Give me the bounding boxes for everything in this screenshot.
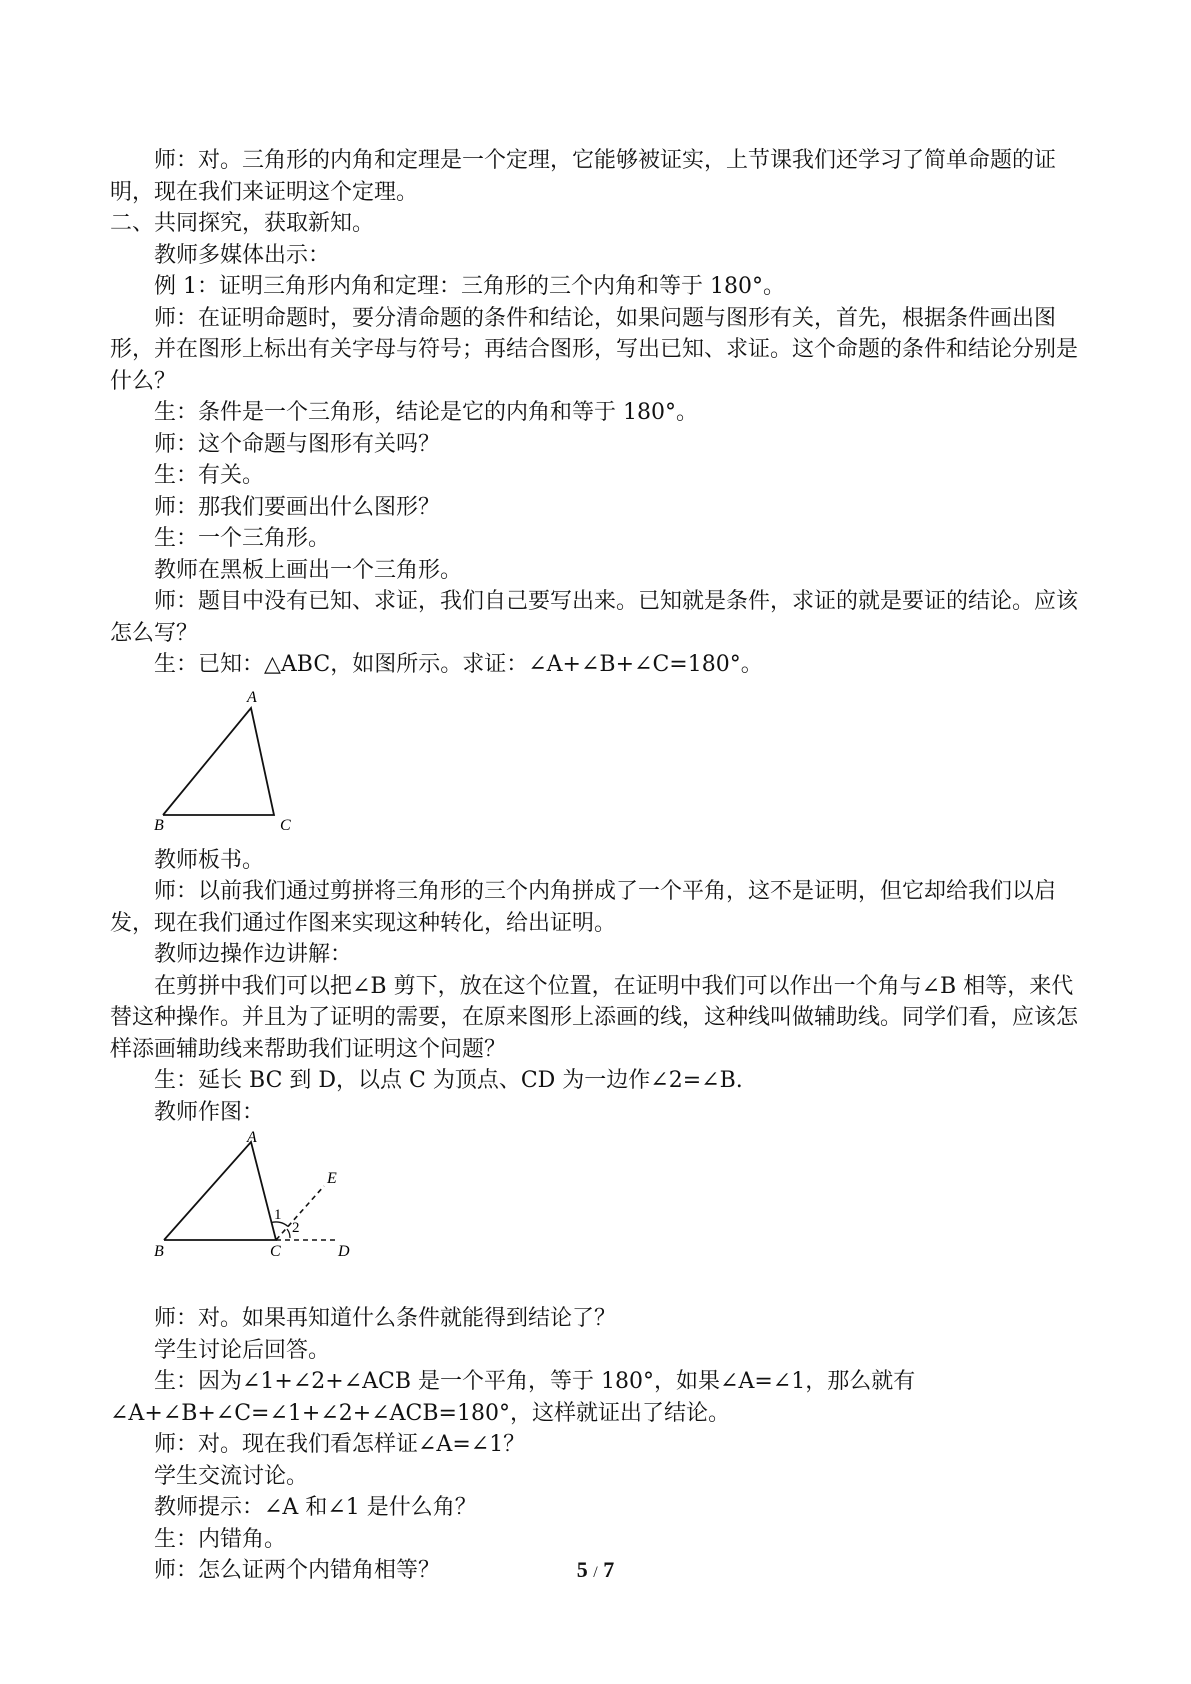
page-number-current: 5 [576, 1557, 588, 1582]
paragraph: 学生讨论后回答。 [154, 1337, 331, 1363]
paragraph: 师：那我们要画出什么图形？ [154, 494, 441, 520]
vertex-label-a: A [247, 688, 257, 706]
example-statement: 例 1：证明三角形内角和定理：三角形的三个内角和等于 180°。 [154, 274, 785, 299]
paragraph: 生：延长 BC 到 D，以点 C 为顶点、CD 为一边作∠2=∠B. [154, 1068, 743, 1093]
paragraph: 教师作图： [154, 1099, 265, 1125]
auxiliary-line-diagram [154, 1128, 394, 1303]
paragraph: 生：内错角。 [154, 1526, 287, 1552]
paragraph: 在剪拼中我们可以把∠B 剪下，放在这个位置，在证明中我们可以作出一个角与∠B 相等，来代替这种操作。并且为了证明的需要，在原来图形上添画的线，这种线叫做辅助线。同学们看，应该怎样添画辅助线来帮助我们证明这个问题？ [110, 973, 1079, 1062]
page-number-separator: / [593, 1564, 598, 1581]
paragraph: 师：这个命题与图形有关吗？ [154, 431, 441, 457]
paragraph: 学生交流讨论。 [154, 1463, 309, 1489]
paragraph: 教师多媒体出示： [154, 242, 331, 268]
section-heading: 二、共同探究，获取新知。 [110, 211, 375, 236]
paragraph: 师：对。现在我们看怎样证∠A=∠1？ [154, 1432, 526, 1457]
vertex-label-c: C [280, 816, 291, 834]
paragraph: 师：对。如果再知道什么条件就能得到结论了？ [154, 1306, 617, 1331]
vertex-label-c: C [270, 1243, 281, 1260]
point-label-e: E [327, 1170, 337, 1187]
paragraph: 师：以前我们通过剪拼将三角形的三个内角拼成了一个平角，这不是证明，但它却给我们以启发，现在我们通过作图来实现这种转化，给出证明。 [110, 879, 1057, 936]
paragraph: 师：题目中没有已知、求证，我们自己要写出来。已知就是条件，求证的就是要证的结论。应该怎么写？ [110, 589, 1079, 646]
triangle-figure [154, 681, 1095, 845]
page-number [0, 1554, 1191, 1589]
page-number-total: 7 [603, 1557, 615, 1582]
paragraph: 教师提示：∠A 和∠1 是什么角？ [154, 1495, 477, 1520]
paragraph: 教师边操作边讲解： [154, 942, 353, 967]
triangle-abc [164, 1142, 276, 1240]
angle-label-1: 1 [274, 1207, 282, 1223]
auxiliary-ray-ce [276, 1186, 324, 1240]
triangle-abc-diagram [154, 681, 354, 845]
document-body [110, 145, 1095, 1587]
triangle-abc [163, 708, 274, 815]
paragraph: 生：一个三角形。 [154, 526, 331, 551]
paragraph: 教师板书。 [154, 847, 265, 873]
angle-2-arc [287, 1229, 290, 1238]
paragraph: 生：有关。 [154, 463, 265, 488]
point-label-d: D [338, 1243, 350, 1260]
paragraph: 生：已知：△ABC，如图所示。求证：∠A+∠B+∠C=180°。 [154, 652, 763, 677]
vertex-label-b: B [154, 1243, 164, 1260]
paragraph: 教师在黑板上画出一个三角形。 [154, 557, 463, 583]
vertex-label-a: A [247, 1129, 257, 1146]
vertex-label-b: B [154, 816, 164, 834]
paragraph: 生：因为∠1+∠2+∠ACB 是一个平角，等于 180°，如果∠A=∠1，那么就有∠A+∠B+∠C=∠1+∠2+∠ACB=180°，这样就证出了结论。 [110, 1369, 916, 1426]
auxiliary-line-figure [154, 1128, 1095, 1303]
paragraph: 师：怎么证两个内错角相等？ [154, 1558, 441, 1583]
paragraph: 生：条件是一个三角形，结论是它的内角和等于 180°。 [154, 400, 698, 425]
paragraph: 师：在证明命题时，要分清命题的条件和结论，如果问题与图形有关，首先，根据条件画出图形，并在图形上标出有关字母与符号；再结合图形，写出已知、求证。这个命题的条件和结论分别是什么？ [110, 305, 1079, 394]
paragraph: 师：对。三角形的内角和定理是一个定理，它能够被证实，上节课我们还学习了简单命题的证明，现在我们来证明这个定理。 [110, 148, 1057, 205]
angle-label-2: 2 [292, 1220, 300, 1236]
